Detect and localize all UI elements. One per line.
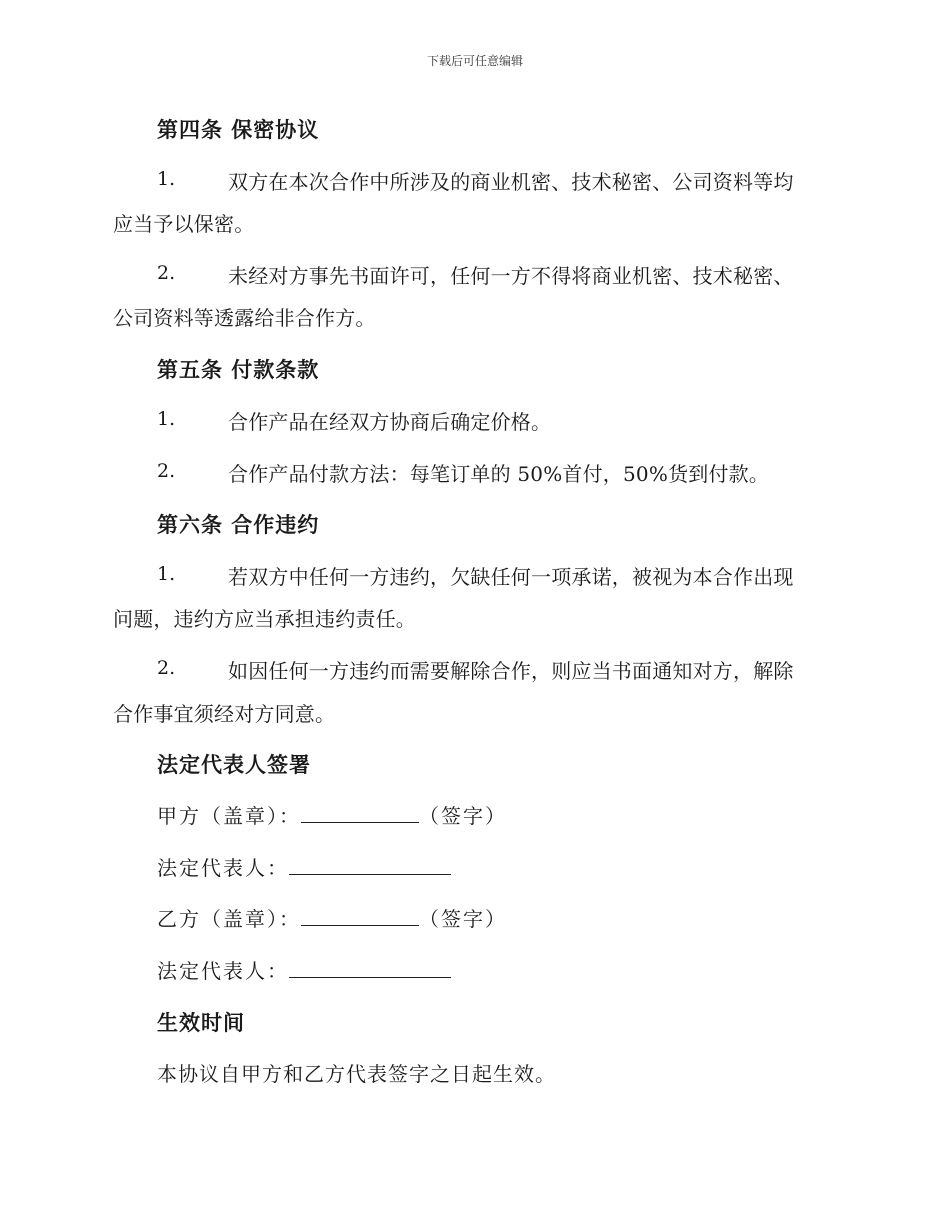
section-5-item-1-number: 1. bbox=[157, 408, 176, 430]
section-6-item-2-line-1: 如因任何一方违约而需要解除合作，则应当书面通知对方，解除 bbox=[228, 659, 794, 683]
party-a-label: 甲方（盖章）： bbox=[157, 804, 301, 828]
section-4-item-2-line-2: 公司资料等透露给非合作方。 bbox=[113, 306, 376, 330]
effective-title: 生效时间 bbox=[157, 1010, 245, 1035]
party-b-line bbox=[157, 903, 507, 932]
section-6-item-2-number: 2. bbox=[157, 657, 176, 679]
party-b-sign-note: （签字） bbox=[419, 907, 507, 931]
party-b-legal-rep-line bbox=[157, 955, 451, 984]
section-4-item-2-number: 2. bbox=[157, 262, 176, 284]
section-5-item-1-line-1: 合作产品在经双方协商后确定价格。 bbox=[228, 410, 552, 434]
section-5-item-2-number: 2. bbox=[157, 460, 176, 482]
section-6-item-1-line-2: 问题，违约方应当承担违约责任。 bbox=[113, 607, 416, 631]
signature-title: 法定代表人签署 bbox=[157, 752, 311, 777]
section-6-item-1-number: 1. bbox=[157, 563, 176, 585]
section-4-item-1-line-2: 应当予以保密。 bbox=[113, 212, 255, 236]
section-5-title: 第五条 付款条款 bbox=[157, 357, 320, 382]
party-b-legal-rep-blank[interactable] bbox=[289, 959, 451, 978]
party-a-sign-note: （签字） bbox=[419, 804, 507, 828]
party-b-label: 乙方（盖章）： bbox=[157, 907, 301, 931]
effective-text: 本协议自甲方和乙方代表签字之日起生效。 bbox=[157, 1062, 556, 1086]
section-6-item-2-line-2: 合作事宜须经对方同意。 bbox=[113, 702, 336, 726]
section-4-item-2-line-1: 未经对方事先书面许可，任何一方不得将商业机密、技术秘密、 bbox=[228, 264, 794, 288]
party-a-legal-rep-blank[interactable] bbox=[289, 856, 451, 875]
page-header: 下载后可任意编辑 bbox=[426, 54, 523, 68]
section-4-item-1-line-1: 双方在本次合作中所涉及的商业机密、技术秘密、公司资料等均 bbox=[228, 170, 794, 194]
party-a-line bbox=[157, 800, 507, 829]
party-a-legal-rep-label: 法定代表人： bbox=[157, 856, 289, 880]
section-4-item-1-number: 1. bbox=[157, 168, 176, 190]
section-5-item-2-line-1: 合作产品付款方法：每笔订单的 50%首付，50%货到付款。 bbox=[228, 462, 770, 486]
party-a-seal-blank[interactable] bbox=[301, 804, 419, 823]
section-6-item-1-line-1: 若双方中任何一方违约，欠缺任何一项承诺，被视为本合作出现 bbox=[228, 565, 794, 589]
party-b-seal-blank[interactable] bbox=[301, 907, 419, 926]
section-6-title: 第六条 合作违约 bbox=[157, 512, 320, 537]
section-4-title: 第四条 保密协议 bbox=[157, 117, 320, 142]
party-a-legal-rep-line bbox=[157, 852, 451, 881]
party-b-legal-rep-label: 法定代表人： bbox=[157, 959, 289, 983]
